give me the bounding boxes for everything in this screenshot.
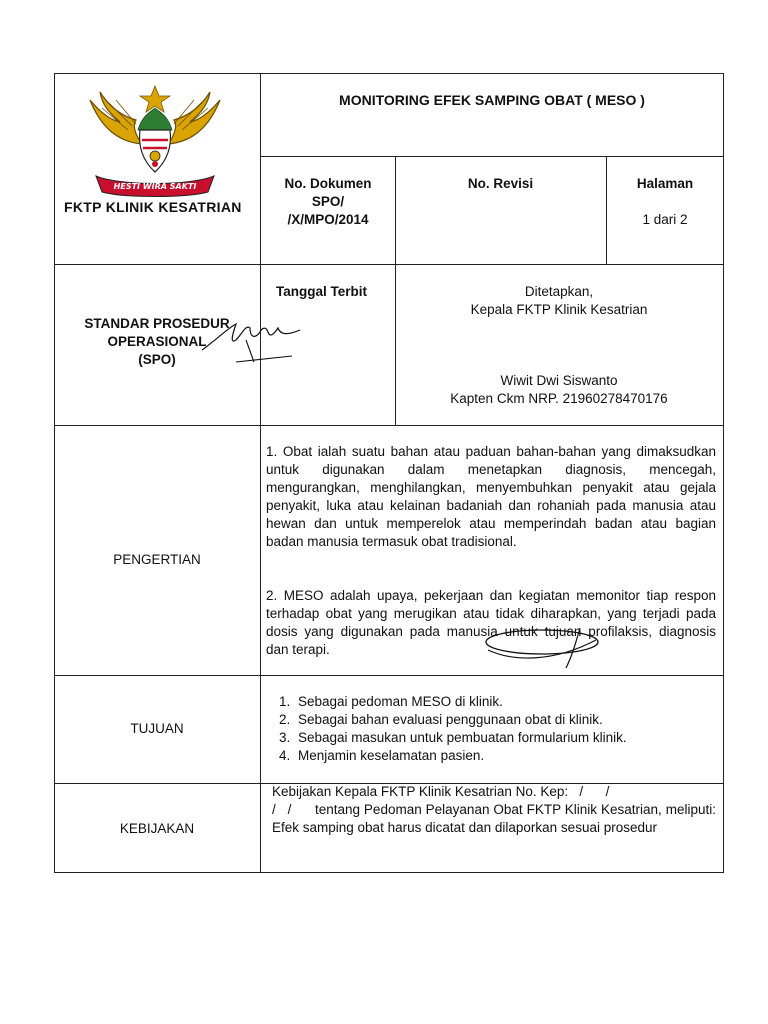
table-column-rule — [260, 73, 261, 873]
table-rule — [54, 675, 724, 676]
motto-text: HESTI WIRA SAKTI — [113, 182, 197, 191]
kebijakan-line-1: Kebijakan Kepala FKTP Klinik Kesatrian No. Kep: / / — [272, 784, 610, 799]
table-rule — [260, 156, 724, 157]
list-item: 4. Menjamin keselamatan pasien. — [294, 747, 716, 765]
tujuan-list — [266, 693, 716, 765]
approver-rank: Kapten Ckm NRP. 21960278470176 — [450, 391, 668, 406]
page-label: Halaman — [636, 176, 694, 191]
section-label-pengertian: PENGERTIAN — [113, 552, 201, 567]
table-rule — [54, 425, 724, 426]
list-item: 1. Sebagai pedoman MESO di klinik. — [294, 693, 716, 711]
page-value: 1 dari 2 — [642, 212, 688, 227]
kebijakan-paragraph: / / tentang Pedoman Pelayanan Obat FKTP Klinik Kesatrian, meliputi: Efek samping obat harus dicatat dan dilaporkan sesuai prosedur — [272, 802, 720, 835]
leaf-crest-icon — [138, 108, 172, 130]
set-by-label: Ditetapkan, — [524, 284, 594, 299]
org-label: FKTP KLINIK KESATRIAN — [64, 199, 242, 215]
doc-number-line1: SPO/ — [311, 194, 345, 209]
signature-icon — [196, 310, 306, 370]
military-emblem-icon — [80, 82, 230, 202]
pengertian-paragraph-1: 1. Obat ialah suatu bahan atau paduan bahan-bahan yang dimaksudkan untuk digunakan dalam menetapkan diagnosis, mencegah, mengurangkan, menghilangkan, menyembuhkan penyakit atau gejala penyakit, luka atau kelainan badaniah dan rohaniah pada manusia atau hewan dan untuk memperelok atau memperindah badan atau bagian badan manusia termasuk obat tradisional. — [266, 444, 716, 549]
sop-title-line3: (SPO) — [138, 352, 176, 367]
doc-number-label: No. Dokumen — [284, 176, 372, 191]
table-border-top — [54, 73, 724, 74]
pengertian-paragraph-2: 2. MESO adalah upaya, pekerjaan dan kegiatan memonitor tiap respon terhadap obat yang merugikan atau tidak diharapkan, yang terjadi pada dosis yang digunakan pada manusia untuk tujuan profilaksis, diagnosis dan terapi. — [266, 588, 716, 657]
right-wing-icon — [168, 92, 220, 144]
approver-position: Kepala FKTP Klinik Kesatrian — [470, 302, 648, 317]
issue-date-label: Tanggal Terbit — [276, 284, 367, 299]
table-column-rule — [606, 156, 607, 264]
list-item: 3. Sebagai masukan untuk pembuatan formularium klinik. — [294, 729, 716, 747]
sop-title-line2: OPERASIONAL — [107, 334, 207, 349]
left-wing-icon — [90, 92, 142, 144]
table-border-bottom — [54, 872, 724, 873]
section-label-tujuan: TUJUAN — [130, 721, 184, 736]
table-rule — [54, 264, 724, 265]
table-border-right — [723, 73, 724, 873]
sop-title-line1: STANDAR PROSEDUR — [84, 316, 230, 331]
signature-icon — [484, 622, 624, 670]
revision-label: No. Revisi — [467, 176, 534, 191]
doc-number-line2: /X/MPO/2014 — [287, 212, 369, 227]
table-border-left — [54, 73, 55, 873]
approver-name: Wiwit Dwi Siswanto — [500, 373, 618, 388]
document-title: MONITORING EFEK SAMPING OBAT ( MESO ) — [339, 92, 645, 108]
section-label-kebijakan: KEBIJAKAN — [119, 821, 195, 836]
list-item: 2. Sebagai bahan evaluasi penggunaan obat di klinik. — [294, 711, 716, 729]
